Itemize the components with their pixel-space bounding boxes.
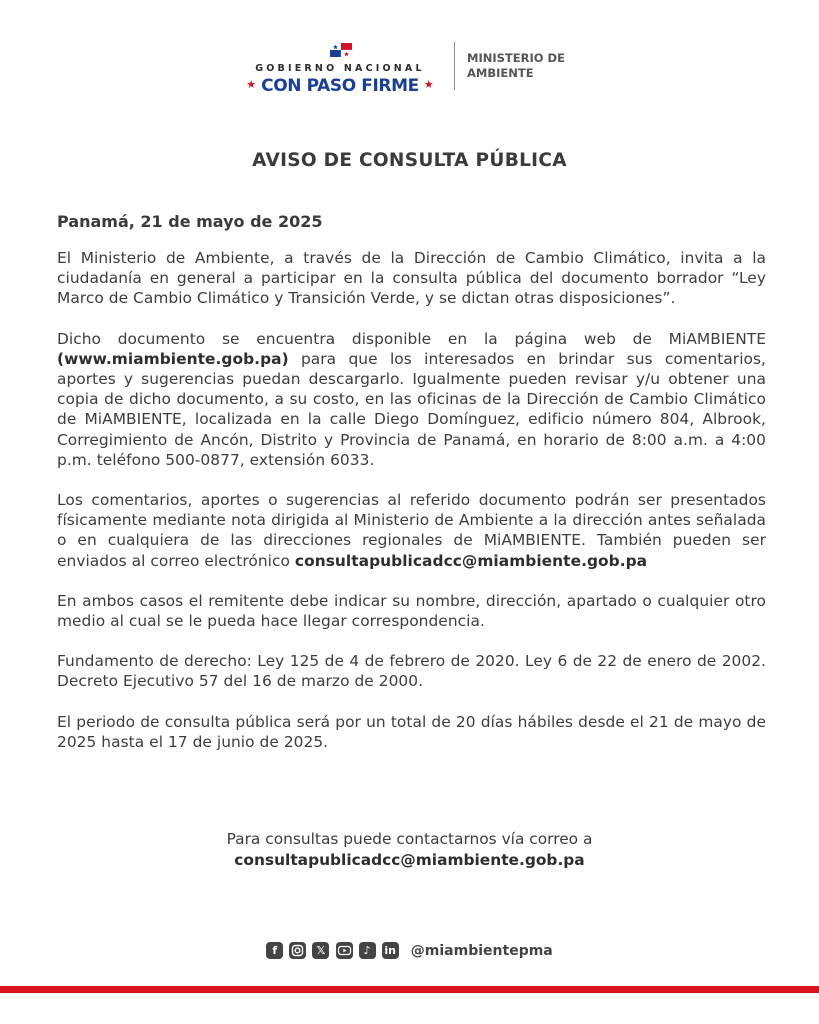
star-icon: ★: [246, 78, 257, 91]
slogan: CON PASO FIRME: [261, 76, 419, 96]
social-bar: [0, 940, 819, 959]
website-link[interactable]: (www.miambiente.gob.pa): [57, 349, 289, 368]
paragraph-1: El Ministerio de Ambiente, a través de la Dirección de Cambio Climático, invita a la ciudadanía en general a participar en la consulta pública del documento borrador “Ley Marco de Cambio Climático y Transición Verde, y se dictan otras disposiciones”.: [57, 249, 766, 308]
slogan-row: [238, 76, 442, 96]
ministry-name: [467, 51, 587, 81]
paragraph-2: [57, 329, 766, 470]
panama-flag-icon: [330, 43, 352, 57]
contact-email-link[interactable]: consultapublicadcc@miambiente.gob.pa: [234, 851, 585, 869]
paragraph-4: En ambos casos el remitente debe indicar su nombre, dirección, apartado o cualquier otro medio al cual se le pueda hace llegar correspondencia.: [57, 591, 766, 631]
government-name: GOBIERNO NACIONAL: [255, 63, 425, 74]
notice-body: [57, 212, 766, 772]
notice-date: Panamá, 21 de mayo de 2025: [57, 212, 323, 231]
paragraph-3: [57, 490, 766, 571]
tiktok-icon[interactable]: ♪: [359, 942, 376, 959]
ministry-line-2: AMBIENTE: [467, 66, 534, 80]
star-icon: ★: [423, 78, 434, 91]
paragraph-2-start: Dicho documento se encuentra disponible en la página web de MiAMBIENTE: [57, 329, 766, 348]
paragraph-6: El periodo de consulta pública será por un total de 20 días hábiles desde el 21 de mayo de 2025 hasta el 17 de junio de 2025.: [57, 712, 766, 751]
linkedin-icon[interactable]: in: [382, 942, 399, 959]
contact-section: [0, 829, 819, 871]
paragraph-2-end: para que los interesados en brindar sus comentarios, aportes y sugerencias puedan descargarlo. Igualmente pueden revisar y/u obtener una copia de dicho documento, a su costo, en las oficinas de la Dirección de Cambio Climático de MiAMBIENTE, localizada en la calle Diego Domínguez, edificio número 804, Albrook, Corregimiento de Ancón, Distrito y Provincia de Panamá, en horario de 8:00 a.m. a 4:00 p.m. teléfono 500-0877, extensión 6033.: [57, 349, 766, 469]
instagram-icon[interactable]: [289, 942, 306, 959]
contact-line: Para consultas puede contactarnos vía correo a: [226, 830, 593, 848]
paragraph-3-text: Los comentarios, aportes o sugerencias al referido documento podrán ser presentados físicamente mediante nota dirigida al Ministerio de Ambiente a la dirección antes señalada o en cualquiera de las direcciones regionales de MiAMBIENTE. También pueden ser enviados al correo electrónico: [57, 491, 766, 570]
x-icon[interactable]: 𝕏: [312, 942, 329, 959]
email-link[interactable]: consultapublicadcc@miambiente.gob.pa: [294, 551, 648, 570]
footer-red-bar: [0, 986, 819, 993]
facebook-icon[interactable]: f: [266, 942, 283, 959]
notice-title: AVISO DE CONSULTA PÚBLICA: [252, 150, 567, 171]
social-handle[interactable]: @miambientepma: [410, 942, 553, 959]
ministry-line-1: MINISTERIO DE: [467, 51, 565, 65]
government-logo: [238, 40, 588, 100]
paragraph-5: Fundamento de derecho: Ley 125 de 4 de febrero de 2020. Ley 6 de 22 de enero de 2002. Decreto Ejecutivo 57 del 16 de marzo de 2000.: [57, 652, 766, 691]
youtube-icon[interactable]: [336, 942, 353, 959]
logo-divider: [454, 42, 455, 90]
